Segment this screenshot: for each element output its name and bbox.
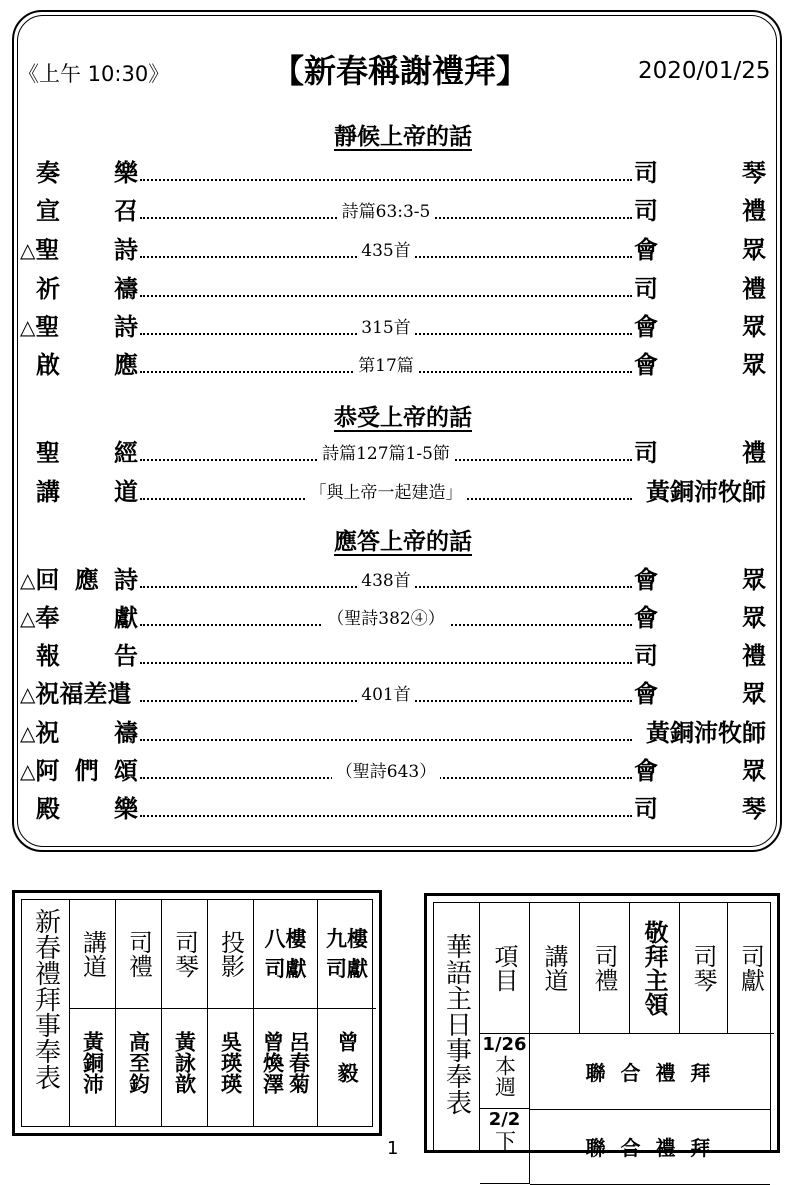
order-item-leader: 司 琴 <box>634 159 766 187</box>
page-number: 1 <box>387 1138 399 1159</box>
order-item-leader: 司 禮 <box>634 197 766 225</box>
table2-header-text: 司禮 <box>590 944 618 992</box>
order-item-leader: 會 眾 <box>634 313 766 341</box>
order-item <box>20 271 766 307</box>
page-title: 【新春稱謝禮拜】 <box>272 52 529 90</box>
congregation-marker: △ <box>20 568 36 592</box>
table2-header <box>530 903 580 1034</box>
order-item-label: 殿 樂 <box>36 795 138 823</box>
congregation-marker: △ <box>20 606 36 630</box>
order-item-label: △ 回 應 詩 <box>20 562 138 598</box>
table1-column-name: 黃詠歆 <box>172 1031 197 1094</box>
order-item-label: 祈 禱 <box>36 275 138 303</box>
table1-column-head: 八樓 司獻 <box>254 900 317 1009</box>
table2-title: 華語主日事奉表 <box>441 933 472 1115</box>
table1-column-head <box>116 900 161 1009</box>
order-item <box>20 753 766 789</box>
order-item-leader: 會 眾 <box>634 566 766 594</box>
dotted-leader <box>140 739 632 741</box>
order-item-leader: 黃銅沛牧師 <box>646 719 766 747</box>
section-heading-1: 靜候上帝的話 <box>334 124 472 150</box>
order-item <box>20 791 766 827</box>
table1-column <box>254 900 318 1126</box>
table2-header <box>580 903 630 1034</box>
congregation-marker: △ <box>20 238 36 262</box>
order-item-leader: 司 琴 <box>634 795 766 823</box>
table2-date-cell <box>480 1109 530 1184</box>
order-item-label: △ 聖 詩 <box>20 309 138 345</box>
order-item-detail: 詩篇63:3-5 <box>140 197 632 222</box>
dotted-leader <box>140 662 632 664</box>
order-item-detail: 438首 <box>140 566 632 591</box>
service-date: 2020/01/25 <box>638 58 771 84</box>
table1-column <box>208 900 254 1126</box>
order-item-detail: 詩篇127篇1-5節 <box>140 439 632 464</box>
table1-column-name: 高至鈞 <box>126 1031 151 1094</box>
table2-date: 1/26 <box>482 1034 527 1055</box>
table1-column-head: 九樓 司獻 <box>318 900 376 1009</box>
order-item-label: △ 祝福差遣 <box>20 676 138 712</box>
order-item-leader: 會 眾 <box>634 351 766 379</box>
table2-date-cell <box>480 1034 530 1109</box>
order-item <box>20 232 766 268</box>
order-item-detail: 401首 <box>140 680 632 705</box>
order-item <box>20 193 766 229</box>
order-item <box>20 435 766 471</box>
table1-column-name: 吳瑛瑛 <box>218 1031 243 1094</box>
table2-week: 本週 <box>492 1055 517 1097</box>
table1-column-name: 曾毅 <box>335 1031 359 1093</box>
order-item-label: △ 祝 禱 <box>20 715 138 751</box>
order-item-leader: 司 禮 <box>634 642 766 670</box>
order-item-label: 宣 召 <box>36 197 138 225</box>
order-item <box>20 676 766 712</box>
dotted-leader <box>140 295 632 297</box>
dotted-leader <box>140 815 632 817</box>
order-item <box>20 155 766 191</box>
table1-title: 新春禮拜事奉表 <box>30 908 61 1090</box>
order-item-leader: 司 禮 <box>634 439 766 467</box>
table1-column-name: 黃銅沛 <box>80 1031 105 1094</box>
table1-column-name: 曾煥澤 呂春菊 <box>260 1031 311 1094</box>
table1-column <box>116 900 162 1126</box>
order-item-leader: 會 眾 <box>634 236 766 264</box>
table2-header <box>728 903 774 1034</box>
congregation-marker: △ <box>20 759 36 783</box>
order-item <box>20 309 766 345</box>
sunday-schedule-table <box>424 893 780 1160</box>
order-item <box>20 600 766 636</box>
order-item <box>20 715 766 751</box>
table1-column <box>70 900 116 1126</box>
order-item <box>20 347 766 383</box>
new-year-schedule-table <box>12 890 382 1136</box>
table1-column-head-text: 投影 <box>216 930 245 978</box>
order-item-detail: 「與上帝一起建造」 <box>140 478 632 503</box>
table2-week: 下 <box>492 1130 517 1151</box>
table2-header <box>680 903 728 1034</box>
table1-column-head <box>208 900 253 1009</box>
order-item <box>20 562 766 598</box>
service-time: 《上午 10:30》 <box>18 62 170 86</box>
order-item-label: 啟 應 <box>36 351 138 379</box>
order-item-detail: （聖詩382④） <box>140 604 632 629</box>
dotted-leader <box>140 179 632 181</box>
order-item-label: 奏 樂 <box>36 159 138 187</box>
section-heading-3: 應答上帝的話 <box>334 529 472 555</box>
table1-column-head-text: 講道 <box>78 930 107 978</box>
order-item-detail: （聖詩643） <box>140 757 632 782</box>
table2-header <box>630 903 680 1034</box>
order-item-label: 報 告 <box>36 642 138 670</box>
table1-column-head-text: 司琴 <box>170 930 199 978</box>
table2-row-content: 聯 合 禮 拜 <box>530 1034 770 1110</box>
table2-header-text: 項目 <box>490 944 518 992</box>
table2-header-text: 敬拜主領 <box>640 920 668 1016</box>
table2-header-text: 司獻 <box>736 944 765 992</box>
order-item-label: △ 阿 們 頌 <box>20 753 138 789</box>
order-item-label: 聖 經 <box>36 439 138 467</box>
order-item-detail: 第17篇 <box>140 351 632 376</box>
table2-header-text: 講道 <box>540 944 568 992</box>
congregation-marker: △ <box>20 721 36 745</box>
table2-date: 2/2 <box>488 1109 521 1130</box>
table2-header-text: 司琴 <box>689 944 717 992</box>
table2-title-cell <box>434 903 480 1150</box>
table2-row-content: 聯 合 禮 拜 <box>530 1109 770 1185</box>
order-item-leader: 司 禮 <box>634 275 766 303</box>
table1-column-head <box>162 900 207 1009</box>
order-item-leader: 黃銅沛牧師 <box>646 478 766 506</box>
order-item-leader: 會 眾 <box>634 604 766 632</box>
table2-header <box>480 903 530 1034</box>
table1-column <box>318 900 376 1126</box>
congregation-marker: △ <box>20 682 36 706</box>
order-item <box>20 638 766 674</box>
order-item-label: 講 道 <box>36 478 138 506</box>
section-heading-2: 恭受上帝的話 <box>334 405 472 431</box>
table1-column <box>162 900 208 1126</box>
order-item-label: △ 奉 獻 <box>20 600 138 636</box>
order-item-detail: 435首 <box>140 236 632 261</box>
order-item-label: △ 聖 詩 <box>20 232 138 268</box>
order-item <box>20 474 766 510</box>
order-item-detail: 315首 <box>140 313 632 338</box>
table1-column-head-text: 司禮 <box>124 930 153 978</box>
table1-column-head <box>70 900 115 1009</box>
table1-title-cell <box>22 900 70 1126</box>
order-item-leader: 會 眾 <box>634 680 766 708</box>
congregation-marker: △ <box>20 315 36 339</box>
order-item-leader: 會 眾 <box>634 757 766 785</box>
